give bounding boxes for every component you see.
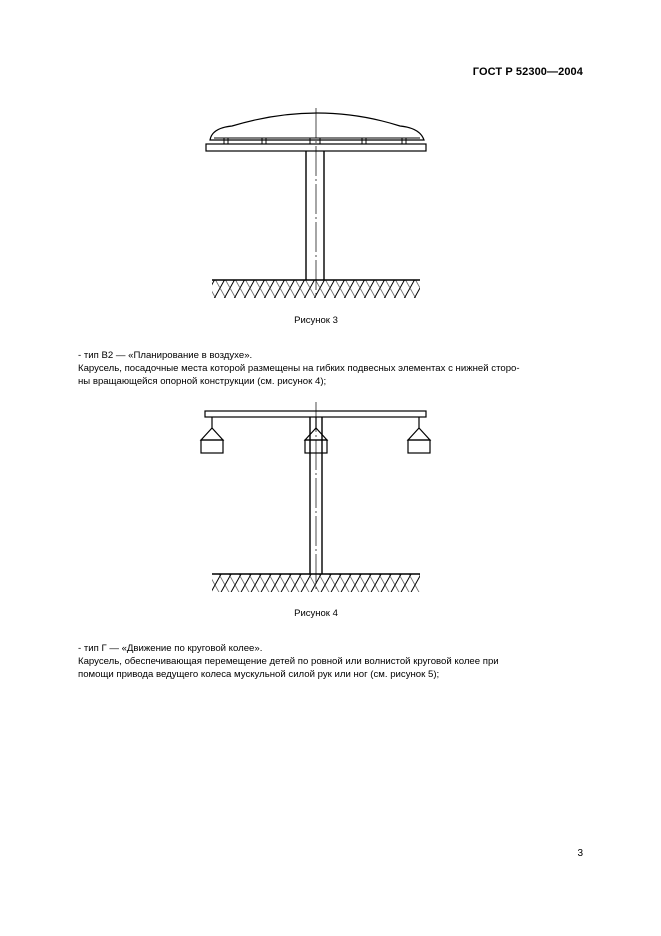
type-g-line: - тип Г — «Движение по круговой колее». xyxy=(78,643,263,654)
page-number: 3 xyxy=(577,848,583,859)
document-id: ГОСТ Р 52300—2004 xyxy=(472,66,583,78)
section-g xyxy=(78,642,583,681)
type-b2-desc-2: ны вращающейся опорной конструкции (см. рисунок 4); xyxy=(78,376,327,387)
type-g-desc-2: помощи привода ведущего колеса мускульной силой рук или ног (см. рисунок 5); xyxy=(78,669,440,680)
figure-4-caption: Рисунок 4 xyxy=(294,608,338,619)
type-b2-desc-1: Карусель, посадочные места которой размещены на гибких подвесных элементах с нижней сторо- xyxy=(78,363,520,374)
type-g-desc-1: Карусель, обеспечивающая перемещение детей по ровной или волнистой круговой колее при xyxy=(78,656,499,667)
figure-3-caption: Рисунок 3 xyxy=(294,315,338,326)
type-b2-line: - тип В2 — «Планирование в воздухе». xyxy=(78,350,253,361)
